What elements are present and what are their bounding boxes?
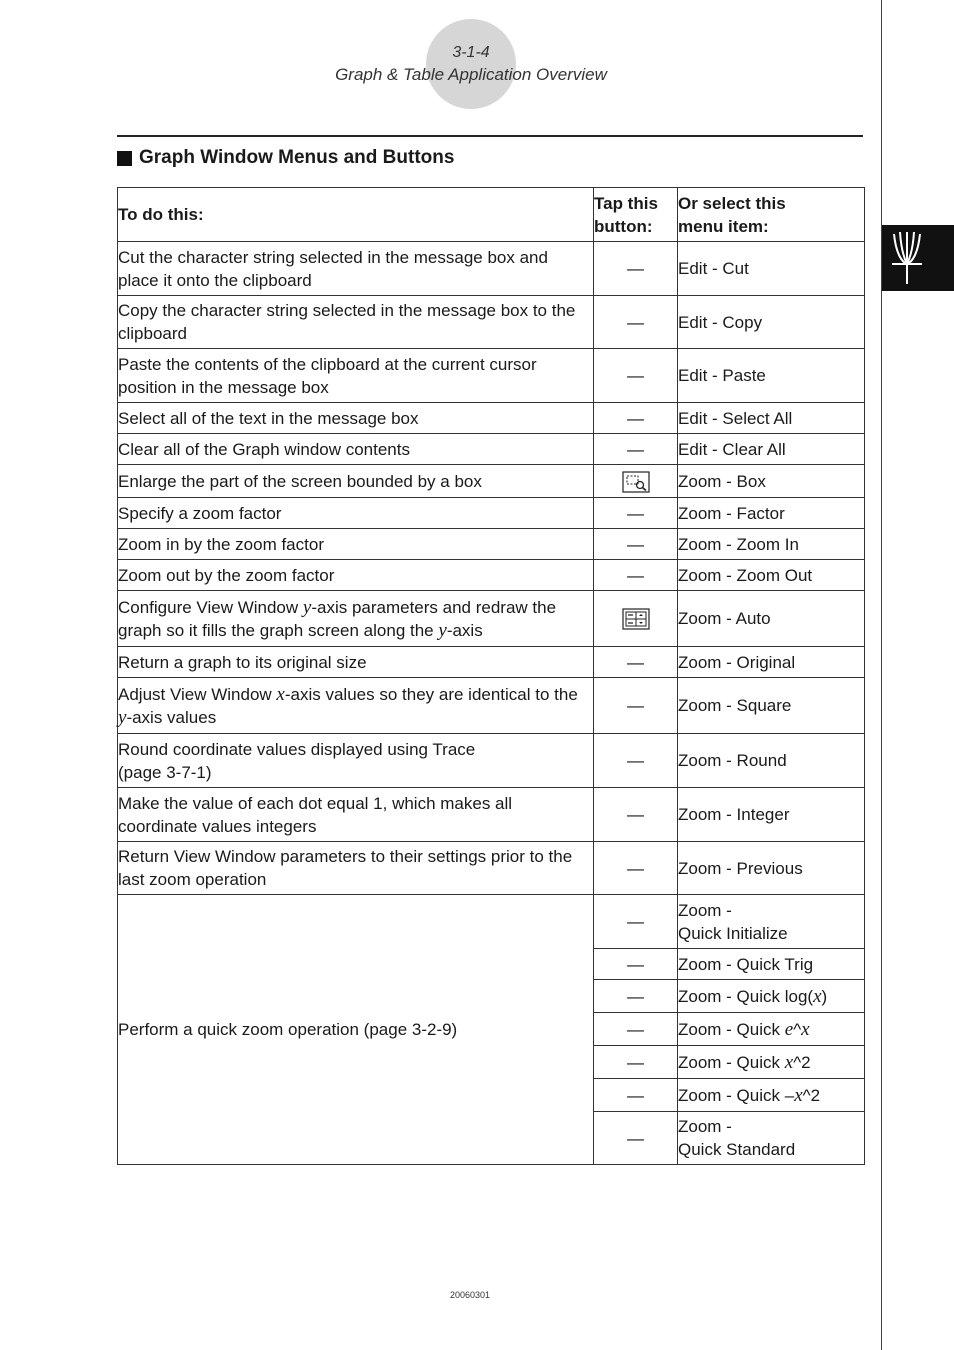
menu-text: ^2 — [802, 1085, 821, 1105]
row-button-none: — — [594, 842, 678, 895]
menu-item-quick-neg-x2 — [678, 1079, 865, 1112]
row-button-none: — — [594, 949, 678, 980]
row-button-none: — — [594, 1112, 678, 1165]
row-description: Copy the character string selected in the message box to the clipboard — [118, 296, 594, 349]
row-button-none: — — [594, 560, 678, 591]
table-row — [118, 560, 865, 591]
menu-item-zoom-round: Zoom - Round — [678, 734, 865, 788]
graph-app-tab-icon — [886, 228, 928, 288]
menu-item-zoom-auto: Zoom - Auto — [678, 591, 865, 647]
row-button-none: — — [594, 498, 678, 529]
row-description — [118, 678, 594, 734]
menu-item-zoom-original: Zoom - Original — [678, 647, 865, 678]
desc-variable: y — [118, 706, 127, 728]
square-bullet-icon — [117, 151, 132, 166]
table-row — [118, 895, 865, 949]
menu-text: ) — [821, 986, 828, 1006]
quick-zoom-description: Perform a quick zoom operation (page 3-2-9) — [118, 895, 594, 1165]
menu-item-edit-paste: Edit - Paste — [678, 349, 865, 403]
menu-item-quick-ex — [678, 1013, 865, 1046]
section-divider — [117, 135, 863, 137]
menu-table — [117, 187, 865, 1165]
menu-text: Zoom - Quick — [678, 1052, 785, 1072]
desc-text: Round coordinate values displayed using Trace — [118, 739, 476, 759]
page-number-circle — [426, 19, 516, 109]
footer-code: 20060301 — [449, 1290, 491, 1300]
menu-item-edit-clear-all: Edit - Clear All — [678, 434, 865, 465]
row-button-none: — — [594, 434, 678, 465]
menu-text: Zoom - Quick — [678, 1019, 785, 1039]
menu-item-edit-cut: Edit - Cut — [678, 242, 865, 296]
menu-variable: x — [784, 1051, 794, 1073]
right-margin-rule — [881, 0, 882, 1350]
header-button-line2: button: — [594, 216, 653, 236]
menu-text: Quick Initialize — [678, 923, 788, 943]
menu-item-quick-initialize — [678, 895, 865, 949]
desc-text: -axis values so they are identical to the — [284, 684, 578, 704]
row-button-none: — — [594, 895, 678, 949]
row-description: Specify a zoom factor — [118, 498, 594, 529]
menu-variable: e — [784, 1018, 794, 1040]
menu-item-quick-trig: Zoom - Quick Trig — [678, 949, 865, 980]
table-row — [118, 529, 865, 560]
header-menu-line2: menu item: — [678, 216, 769, 236]
table-row — [118, 647, 865, 678]
row-button-none: — — [594, 788, 678, 842]
desc-text: -axis parameters and redraw the graph so it fills the graph screen along the — [118, 597, 557, 640]
table-row — [118, 842, 865, 895]
menu-text: ^ — [793, 1019, 802, 1039]
desc-variable: y — [438, 619, 447, 641]
row-description: Zoom in by the zoom factor — [118, 529, 594, 560]
table-row — [118, 498, 865, 529]
menu-text: Zoom - — [678, 1117, 732, 1136]
section-title: Graph Window Menus and Buttons — [139, 147, 455, 168]
menu-text: Quick Standard — [678, 1140, 796, 1159]
chapter-tab — [882, 225, 954, 291]
row-description: Return a graph to its original size — [118, 647, 594, 678]
header-action: To do this: — [118, 188, 594, 242]
menu-text: Zoom - — [678, 900, 732, 920]
row-button-none: — — [594, 734, 678, 788]
row-button-none: — — [594, 1079, 678, 1112]
table-row — [118, 296, 865, 349]
menu-item-edit-select-all: Edit - Select All — [678, 403, 865, 434]
desc-variable: x — [276, 683, 285, 705]
menu-item-zoom-out: Zoom - Zoom Out — [678, 560, 865, 591]
menu-item-quick-standard — [678, 1112, 865, 1165]
row-description: Return View Window parameters to their settings prior to the last zoom operation — [118, 842, 594, 895]
menu-item-zoom-square: Zoom - Square — [678, 678, 865, 734]
table-row — [118, 349, 865, 403]
row-description: Make the value of each dot equal 1, which makes all coordinate values integers — [118, 788, 594, 842]
row-button-none: — — [594, 678, 678, 734]
header-menu — [678, 188, 865, 242]
zoom-auto-icon[interactable] — [622, 608, 650, 630]
row-description — [118, 734, 594, 788]
menu-item-quick-x2 — [678, 1046, 865, 1079]
menu-variable: x — [801, 1018, 810, 1040]
row-button-none: — — [594, 296, 678, 349]
header-button — [594, 188, 678, 242]
menu-text: Zoom - Quick log( — [678, 986, 814, 1006]
row-button — [594, 591, 678, 647]
table-row — [118, 242, 865, 296]
section-heading — [117, 147, 454, 169]
row-description: Clear all of the Graph window contents — [118, 434, 594, 465]
menu-item-edit-copy: Edit - Copy — [678, 296, 865, 349]
menu-item-zoom-integer: Zoom - Integer — [678, 788, 865, 842]
desc-text: -axis values — [126, 707, 217, 727]
row-button-none: — — [594, 1046, 678, 1079]
menu-text: ^2 — [793, 1052, 811, 1072]
table-row — [118, 591, 865, 647]
menu-item-zoom-factor: Zoom - Factor — [678, 498, 865, 529]
row-button-none: — — [594, 980, 678, 1013]
menu-text: Zoom - Quick – — [678, 1085, 795, 1105]
row-description — [118, 591, 594, 647]
table-row — [118, 403, 865, 434]
menu-variable: x — [813, 985, 822, 1007]
header-button-line1: Tap this — [594, 193, 658, 213]
desc-text: -axis — [446, 620, 483, 640]
desc-text: Configure View Window — [118, 597, 303, 617]
row-description: Enlarge the part of the screen bounded by a box — [118, 465, 594, 498]
row-description: Select all of the text in the message box — [118, 403, 594, 434]
row-button-none: — — [594, 242, 678, 296]
row-button-none: — — [594, 1013, 678, 1046]
desc-variable: y — [302, 596, 312, 618]
row-button — [594, 465, 678, 498]
table-row — [118, 465, 865, 498]
row-button-none: — — [594, 529, 678, 560]
menu-item-zoom-in: Zoom - Zoom In — [678, 529, 865, 560]
row-button-none: — — [594, 403, 678, 434]
row-description: Cut the character string selected in the message box and place it onto the clipboard — [118, 242, 594, 296]
table-header-row — [118, 188, 865, 242]
row-button-none: — — [594, 349, 678, 403]
table-row — [118, 788, 865, 842]
header-menu-line1: Or select this — [678, 193, 786, 213]
zoom-box-icon[interactable] — [622, 471, 650, 493]
page-number: 3-1-4 — [452, 44, 490, 61]
menu-item-zoom-previous: Zoom - Previous — [678, 842, 865, 895]
menu-item-quick-log — [678, 980, 865, 1013]
page-subtitle: Graph & Table Application Overview — [335, 65, 607, 84]
menu-item-zoom-box: Zoom - Box — [678, 465, 865, 498]
desc-text: Adjust View Window — [118, 684, 277, 704]
desc-text: (page 3-7-1) — [118, 762, 212, 782]
row-description: Zoom out by the zoom factor — [118, 560, 594, 591]
row-button-none: — — [594, 647, 678, 678]
menu-variable: x — [794, 1084, 803, 1106]
table-row — [118, 734, 865, 788]
table-row — [118, 434, 865, 465]
row-description: Paste the contents of the clipboard at the current cursor position in the message box — [118, 349, 594, 403]
table-row — [118, 678, 865, 734]
